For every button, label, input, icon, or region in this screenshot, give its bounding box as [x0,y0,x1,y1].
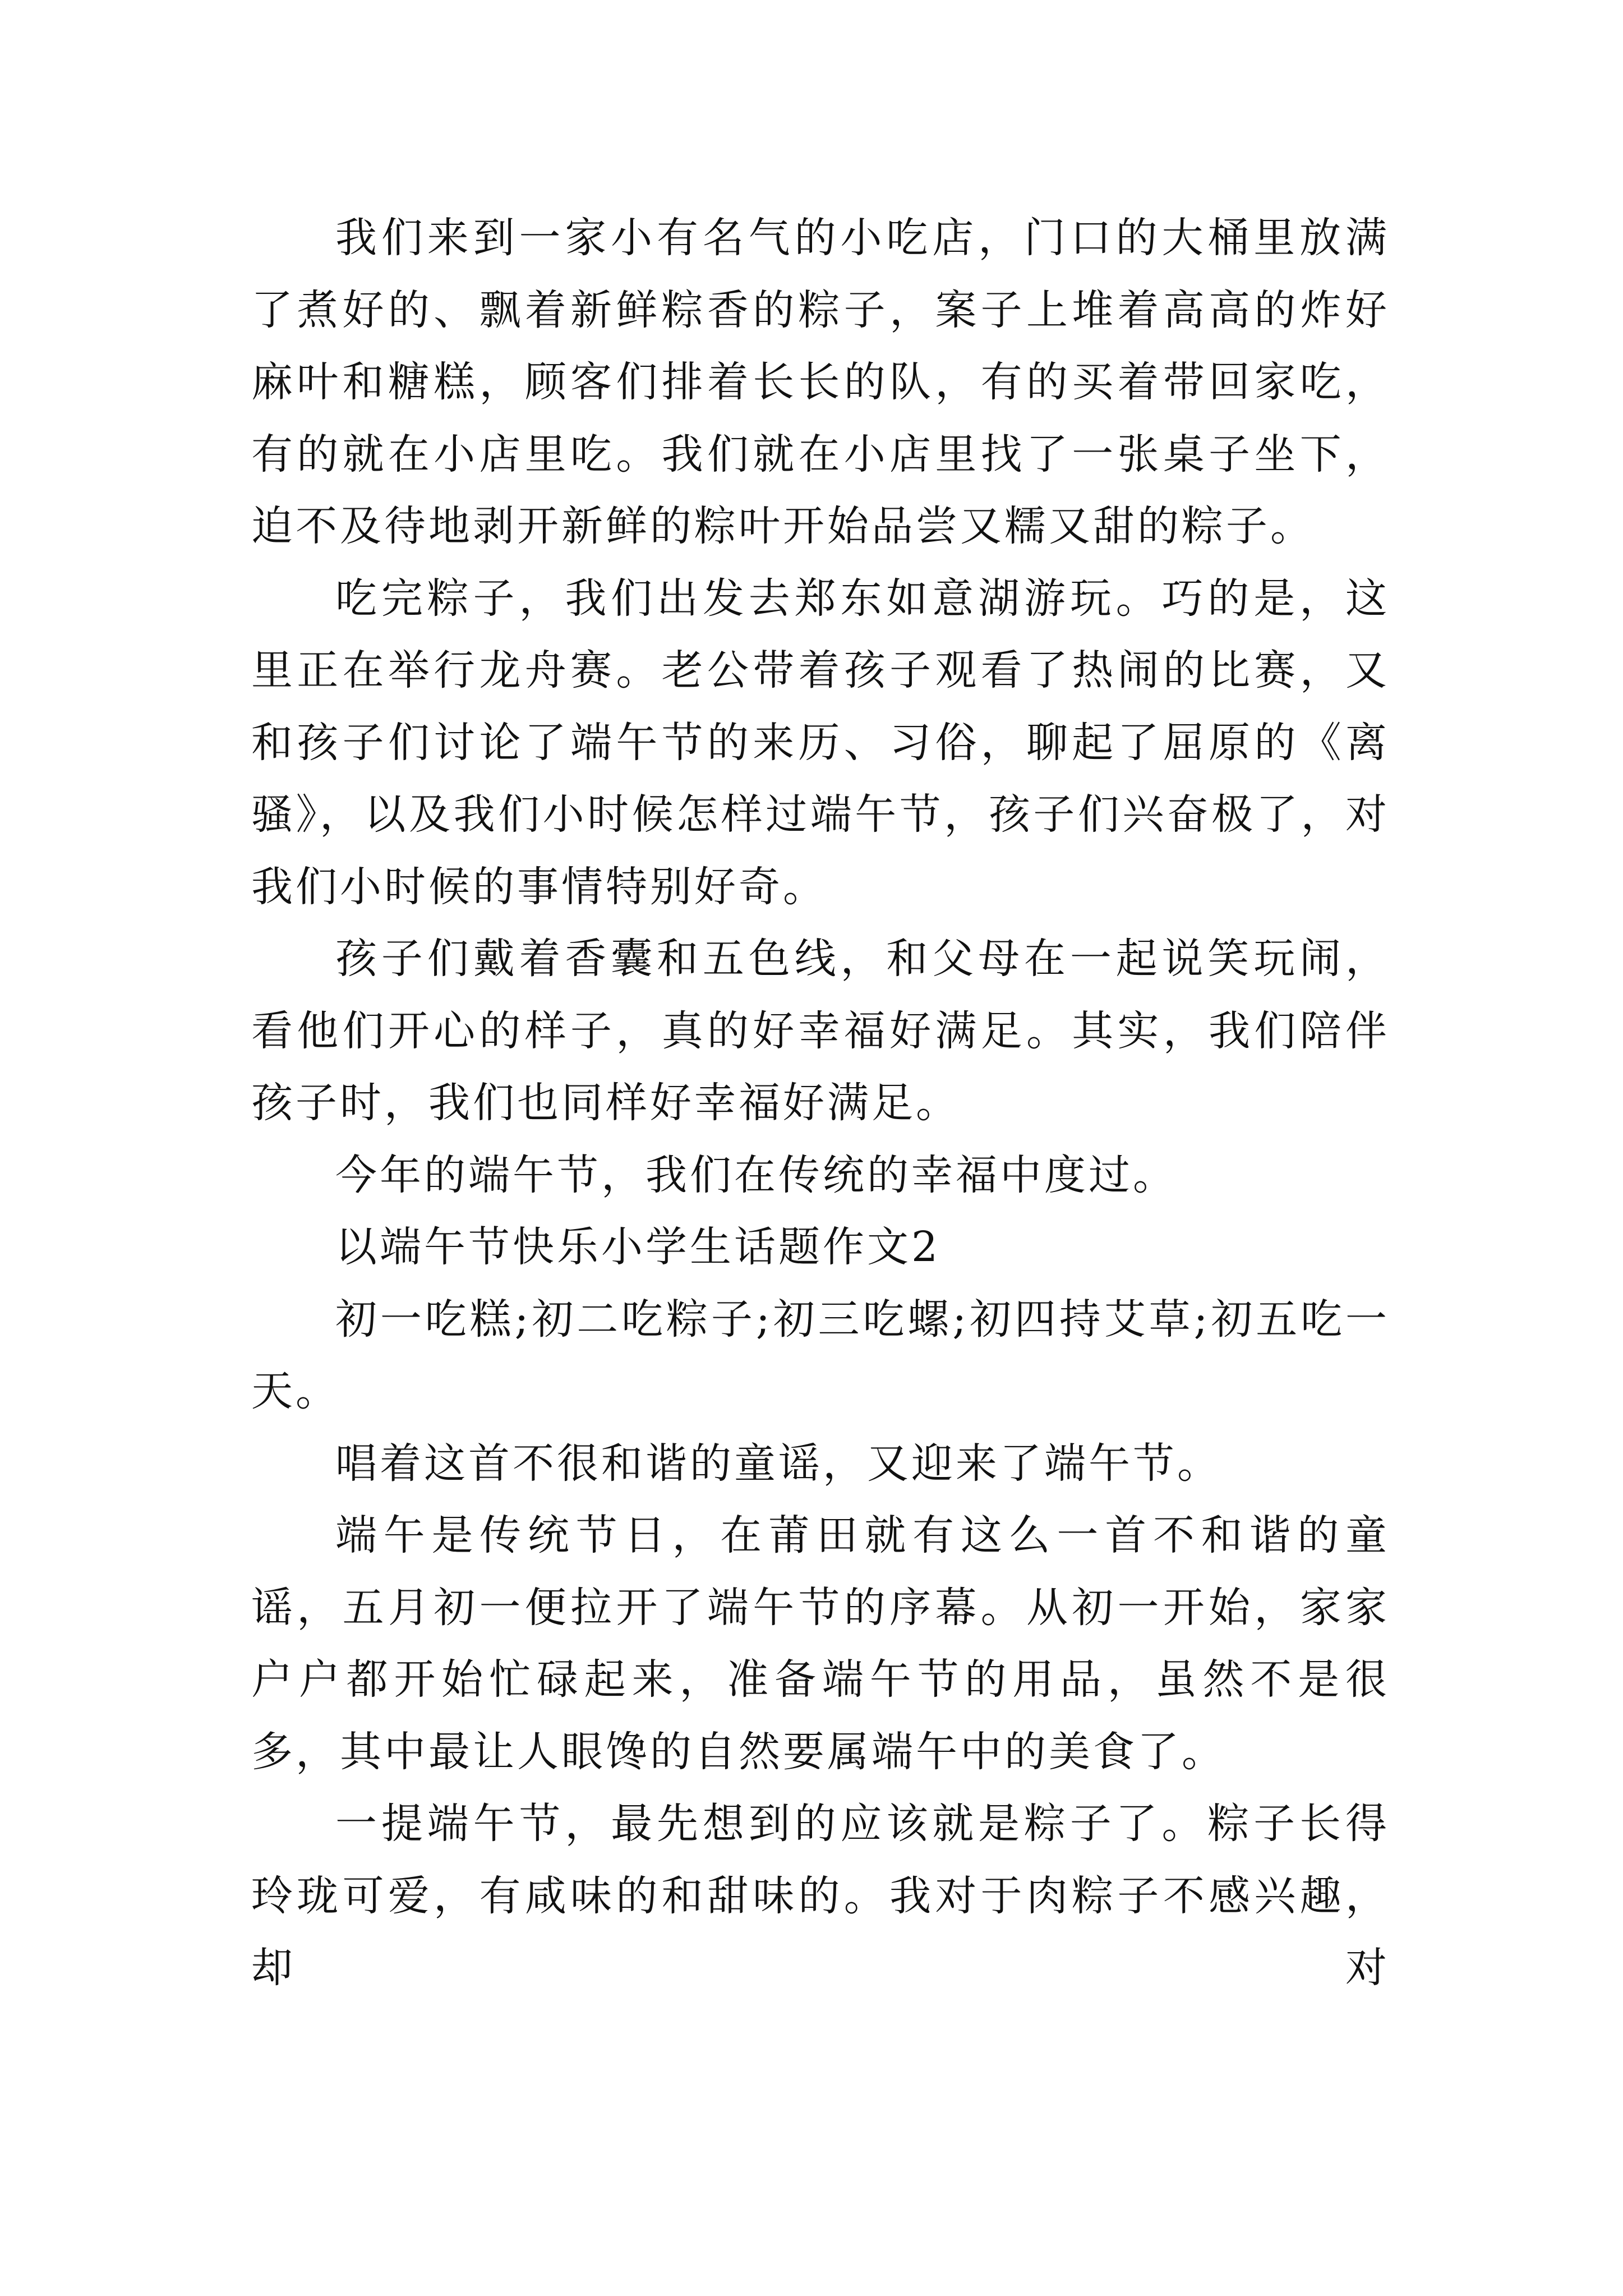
paragraph-dragon-boat-race: 吃完粽子，我们出发去郑东如意湖游玩。巧的是，这里正在举行龙舟赛。老公带着孩子观看了热闹的比赛，又和孩子们讨论了端午节的来历、习俗，聊起了屈原的《离骚》，以及我们小时候怎样过端午节，孩子们兴奋极了，对我们小时候的事情特别好奇。 [251,574,1390,911]
paragraph-putian-tradition: 端午是传统节日，在莆田就有这么一首不和谐的童谣，五月初一便拉开了端午节的序幕。从初一开始，家家户户都开始忙碌起来，准备端午节的用品，虽然不是很多，其中最让人眼馋的自然要属端午中的美食了。 [251,1511,1390,1776]
essay-body [251,202,1390,2004]
paragraph-nursery-rhyme: 初一吃糕;初二吃粽子;初三吃螺;初四持艾草;初五吃一天。 [251,1295,1390,1415]
essay-2-heading: 以端午节快乐小学生话题作文2 [335,1223,941,1271]
paragraph-this-year: 今年的端午节，我们在传统的幸福中度过。 [335,1151,1177,1199]
paragraph-snack-shop: 我们来到一家小有名气的小吃店，门口的大桶里放满了煮好的、飘着新鲜粽香的粽子，案子上堆着高高的炸好麻叶和糖糕，顾客们排着长长的队，有的买着带回家吃，有的就在小店里吃。我们就在小店里找了一张桌子坐下，迫不及待地剥开新鲜的粽叶开始品尝又糯又甜的粽子。 [251,214,1390,550]
paragraph-singing-rhyme: 唱着这首不很和谐的童谣，又迎来了端午节。 [335,1439,1221,1488]
paragraph-zongzi: 一提端午节，最先想到的应该就是粽子了。粽子长得玲珑可爱，有咸味的和甜味的。我对于肉粽子不感兴趣，却对 [251,1800,1390,1992]
paragraph-children-happiness: 孩子们戴着香囊和五色线，和父母在一起说笑玩闹，看他们开心的样子，真的好幸福好满足。其实，我们陪伴孩子时，我们也同样好幸福好满足。 [251,935,1390,1127]
